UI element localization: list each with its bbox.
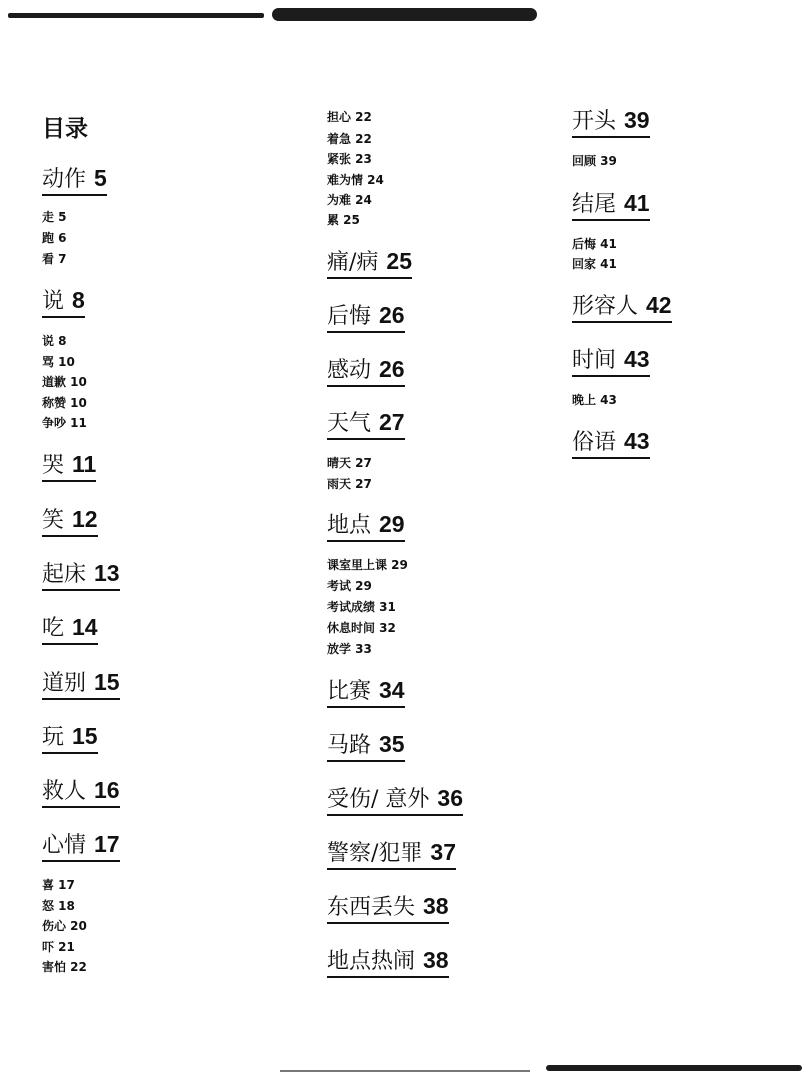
section-page-number: 39 [624, 107, 650, 133]
section-page-number: 36 [437, 785, 463, 811]
section-page-number: 27 [379, 409, 405, 435]
toc-subentry[interactable]: 紧张 23 [327, 152, 372, 166]
toc-section-entry[interactable] [42, 165, 107, 196]
section-label: 马路 [327, 733, 372, 758]
toc-subentry[interactable]: 累 25 [327, 213, 360, 227]
toc-subentry[interactable]: 喜 17 [42, 878, 75, 892]
toc-subentry[interactable]: 晴天 27 [327, 456, 372, 470]
section-page-number: 13 [94, 560, 120, 586]
toc-section-entry[interactable] [327, 356, 405, 387]
section-label: 起床 [42, 562, 87, 587]
toc-subentry[interactable]: 休息时间 32 [327, 621, 396, 635]
section-page-number: 8 [72, 287, 85, 313]
toc-section-entry[interactable] [42, 723, 98, 754]
toc-section-entry[interactable] [327, 731, 405, 762]
toc-section-entry[interactable] [572, 428, 650, 459]
section-label: 笑 [42, 508, 65, 533]
toc-section-entry[interactable] [327, 511, 405, 542]
toc-subentry[interactable]: 晚上 43 [572, 393, 617, 407]
section-label: 玩 [42, 725, 65, 750]
toc-subentry[interactable]: 伤心 20 [42, 919, 87, 933]
toc-section-entry[interactable] [572, 190, 650, 221]
section-label: 地点热闹 [327, 949, 416, 974]
section-label: 痛/病 [327, 250, 379, 275]
section-page-number: 38 [423, 893, 449, 919]
toc-section-entry[interactable] [42, 506, 98, 537]
section-label: 心情 [42, 833, 87, 858]
toc-subentry[interactable]: 害怕 22 [42, 960, 87, 974]
section-page-number: 26 [379, 356, 405, 382]
toc-section-entry[interactable] [327, 947, 449, 978]
section-label: 开头 [572, 109, 617, 134]
bottom-center-edge-line [280, 1070, 530, 1072]
toc-subentry[interactable]: 考试 29 [327, 579, 372, 593]
section-page-number: 15 [94, 669, 120, 695]
section-label: 时间 [572, 348, 617, 373]
toc-section-entry[interactable] [42, 669, 120, 700]
toc-subentry[interactable]: 称赞 10 [42, 396, 87, 410]
toc-subentry[interactable]: 为难 24 [327, 193, 372, 207]
section-label: 东西丢失 [327, 895, 416, 920]
toc-section-entry[interactable] [42, 777, 120, 808]
section-page-number: 34 [379, 677, 405, 703]
section-label: 后悔 [327, 304, 372, 329]
section-page-number: 41 [624, 190, 650, 216]
toc-section-entry[interactable] [327, 302, 405, 333]
toc-section-entry[interactable] [327, 839, 456, 870]
toc-subentry[interactable]: 怒 18 [42, 899, 75, 913]
toc-subentry[interactable]: 放学 33 [327, 642, 372, 656]
section-page-number: 16 [94, 777, 120, 803]
section-label: 道别 [42, 671, 87, 696]
section-page-number: 17 [94, 831, 120, 857]
toc-section-entry[interactable] [327, 409, 405, 440]
toc-section-entry[interactable] [42, 831, 120, 862]
toc-section-entry[interactable] [572, 346, 650, 377]
toc-subentry[interactable]: 骂 10 [42, 355, 75, 369]
toc-section-entry[interactable] [327, 248, 412, 279]
section-page-number: 43 [624, 346, 650, 372]
section-page-number: 12 [72, 506, 98, 532]
section-label: 俗语 [572, 430, 617, 455]
toc-section-entry[interactable] [327, 893, 449, 924]
section-label: 比赛 [327, 679, 372, 704]
section-label: 哭 [42, 453, 65, 478]
section-page-number: 5 [94, 165, 107, 191]
toc-section-entry[interactable] [327, 677, 405, 708]
section-page-number: 14 [72, 614, 98, 640]
section-page-number: 38 [423, 947, 449, 973]
section-label: 天气 [327, 411, 372, 436]
toc-section-entry[interactable] [42, 614, 98, 645]
section-page-number: 35 [379, 731, 405, 757]
section-label: 受伤/ 意外 [327, 787, 430, 812]
toc-subentry[interactable]: 难为情 24 [327, 173, 384, 187]
toc-subentry[interactable]: 走 5 [42, 210, 67, 224]
toc-section-entry[interactable] [42, 451, 96, 482]
toc-section-entry[interactable] [572, 292, 672, 323]
toc-subentry[interactable]: 课室里上课 29 [327, 558, 408, 572]
toc-subentry[interactable]: 后悔 41 [572, 237, 617, 251]
section-page-number: 29 [379, 511, 405, 537]
section-label: 结尾 [572, 192, 617, 217]
toc-subentry[interactable]: 说 8 [42, 334, 67, 348]
toc-title: 目录 [42, 116, 88, 142]
section-label: 警察/犯罪 [327, 841, 423, 866]
section-label: 形容人 [572, 294, 639, 319]
top-center-edge-bar [272, 8, 537, 21]
top-left-edge-bar [8, 13, 264, 18]
section-page-number: 15 [72, 723, 98, 749]
section-label: 动作 [42, 167, 87, 192]
toc-subentry[interactable]: 争吵 11 [42, 416, 87, 430]
section-label: 感动 [327, 358, 372, 383]
toc-subentry[interactable]: 担心 22 [327, 110, 372, 124]
section-page-number: 43 [624, 428, 650, 454]
toc-subentry[interactable]: 雨天 27 [327, 477, 372, 491]
toc-subentry[interactable]: 吓 21 [42, 940, 75, 954]
toc-section-entry[interactable] [327, 785, 463, 816]
section-page-number: 37 [430, 839, 457, 865]
toc-subentry[interactable]: 看 7 [42, 252, 67, 266]
toc-subentry[interactable]: 考试成绩 31 [327, 600, 396, 614]
toc-subentry[interactable]: 跑 6 [42, 231, 67, 245]
section-label: 救人 [42, 779, 87, 804]
toc-subentry[interactable]: 回顾 39 [572, 154, 617, 168]
section-page-number: 11 [72, 451, 97, 477]
section-page-number: 25 [386, 248, 413, 274]
section-label: 吃 [42, 616, 65, 641]
toc-subentry[interactable]: 着急 22 [327, 132, 372, 146]
toc-section-entry[interactable] [42, 560, 120, 591]
toc-subentry[interactable]: 回家 41 [572, 257, 617, 271]
toc-section-entry[interactable] [572, 107, 650, 138]
section-page-number: 42 [646, 292, 672, 318]
section-label: 地点 [327, 513, 372, 538]
section-page-number: 26 [379, 302, 405, 328]
bottom-right-edge-bar [546, 1065, 802, 1071]
toc-subentry[interactable]: 道歉 10 [42, 375, 87, 389]
toc-section-entry[interactable] [42, 287, 85, 318]
section-label: 说 [42, 289, 65, 314]
